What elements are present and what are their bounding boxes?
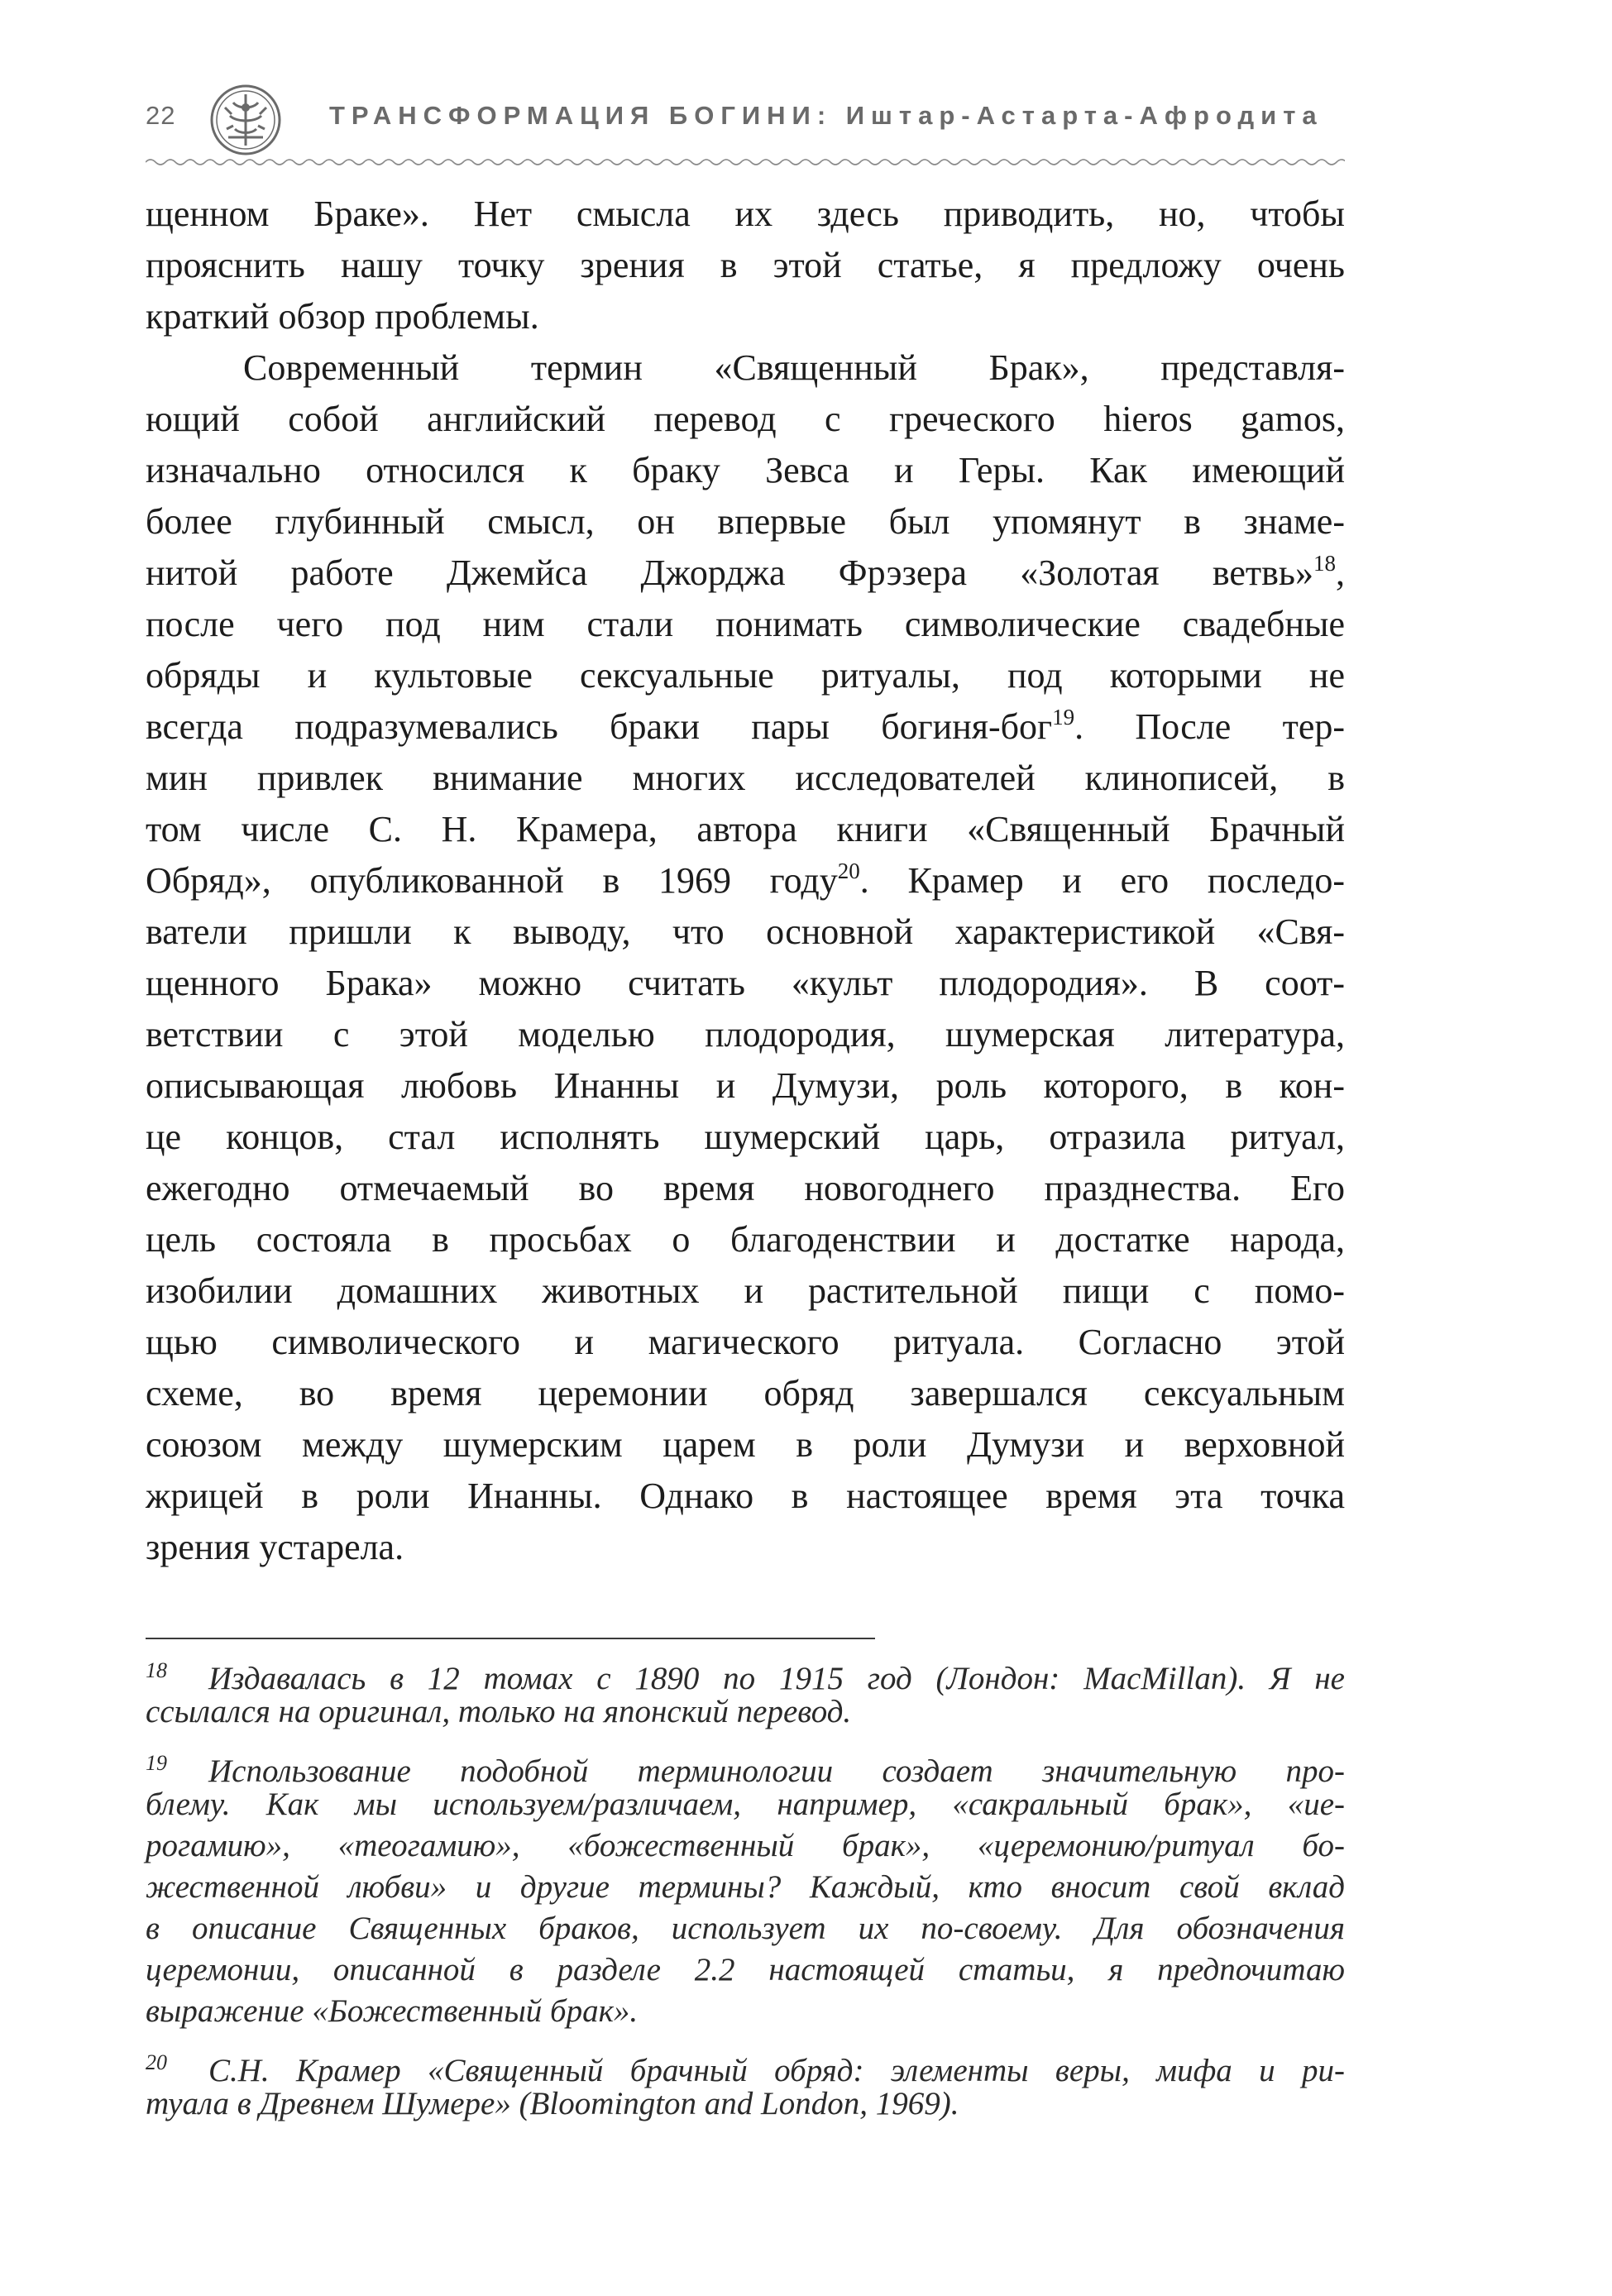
body-line-text: мин привлек внимание многих исследователей клинописей, в <box>146 758 1345 798</box>
footnote-line <box>146 1650 1345 1696</box>
footnote-text: ссылался на оригинал, только на японский перевод. <box>146 1694 852 1729</box>
body-line <box>146 1471 1345 1522</box>
body-line-text: союзом между шумерским царем в роли Думузи и верховной <box>146 1424 1345 1465</box>
body-line-text: ватели пришли к выводу, что основной характеристикой «Свя- <box>146 911 1345 952</box>
body-line-text: обряды и культовые сексуальные ритуалы, под которыми не <box>146 655 1345 696</box>
body-line-text: щью символического и магического ритуала. Согласно этой <box>146 1322 1345 1362</box>
body-line <box>146 804 1345 855</box>
footnote-text: С.Н. Крамер «Священный брачный обряд: элементы веры, мифа и ри- <box>208 2053 1345 2088</box>
body-line-text: , <box>1336 552 1345 593</box>
body-line-text: после чего под ним стали понимать символические свадебные <box>146 604 1345 644</box>
body-line-text: ющий собой английский перевод с греческого hieros gamos, <box>146 399 1345 439</box>
footnote-number: 18 <box>146 1658 167 1682</box>
body-line-text: изначально относился к браку Зевса и Геры. Как имеющий <box>146 450 1345 490</box>
footnote-text: блему. Как мы используем/различаем, например, «сакральный брак», «ие- <box>146 1787 1345 1822</box>
footnote-text: жественной любви» и другие термины? Каждый, кто вносит свой вклад <box>146 1869 1345 1905</box>
footnote-line <box>146 1743 1345 1789</box>
body-line-text: . После тер- <box>1074 706 1345 747</box>
body-line-text: ветствии с этой моделью плодородия, шумерская литература, <box>146 1014 1345 1055</box>
footnote-line <box>146 2083 1345 2125</box>
body-line <box>146 1163 1345 1214</box>
body-line <box>146 701 1345 753</box>
body-line-text: схеме, во время церемонии обряд завершался сексуальным <box>146 1373 1345 1413</box>
footnote-19 <box>146 1743 1345 2032</box>
body-line <box>146 650 1345 701</box>
body-line <box>146 906 1345 958</box>
body-line-text: зрения устарела. <box>146 1527 404 1567</box>
body-line <box>146 1522 1345 1573</box>
footnote-line <box>146 1825 1345 1867</box>
body-line-text: изобилии домашних животных и растительной пищи с помо- <box>146 1270 1345 1311</box>
footnote-text: в описание Священных браков, использует их по-своему. Для обозначения <box>146 1911 1345 1946</box>
footnotes <box>146 1650 1345 2135</box>
body-line-text: цель состояла в просьбах о благоденствии и достатке народа, <box>146 1219 1345 1260</box>
body-line <box>146 240 1345 291</box>
footnote-line <box>146 1691 1345 1733</box>
body-line <box>146 1112 1345 1163</box>
body-line-text: всегда подразумевались браки пары богиня-бог <box>146 706 1053 747</box>
footnote-number: 19 <box>146 1751 167 1775</box>
footnote-text: рогамию», «теогамию», «божественный брак», «церемонию/ритуал бо- <box>146 1828 1345 1863</box>
footnote-18 <box>146 1650 1345 1733</box>
body-line <box>146 342 1345 394</box>
page-number: 22 <box>146 101 176 130</box>
body-line <box>146 1317 1345 1368</box>
footnote-reference[interactable]: 20 <box>837 859 860 883</box>
body-line-text: Обряд», опубликованной в 1969 году <box>146 860 838 901</box>
body-line <box>146 1214 1345 1265</box>
footnote-text: церемонии, описанной в разделе 2.2 настоящей статьи, я предпочитаю <box>146 1952 1345 1987</box>
body-line <box>146 189 1345 240</box>
footnote-line <box>146 2042 1345 2088</box>
body-line <box>146 445 1345 496</box>
running-header <box>146 83 1345 175</box>
body-line <box>146 1419 1345 1471</box>
body-line <box>146 753 1345 804</box>
footnote-line <box>146 1867 1345 1908</box>
body-line-text: Современный термин «Священный Брак», представля- <box>243 347 1345 388</box>
footnote-text: Использование подобной терминологии создает значительную про- <box>208 1753 1345 1789</box>
footnote-line <box>146 1991 1345 2032</box>
body-line-text: более глубинный смысл, он впервые был упомянут в знаме- <box>146 501 1345 542</box>
footnote-line <box>146 1908 1345 1949</box>
body-line-text: щенном Браке». Нет смысла их здесь приводить, но, чтобы <box>146 194 1345 234</box>
body-line <box>146 1368 1345 1419</box>
body-line-text: краткий обзор проблемы. <box>146 296 539 337</box>
running-title: ТРАНСФОРМАЦИЯ БОГИНИ: Иштар-Астарта-Афродита <box>329 101 1323 130</box>
body-line <box>146 394 1345 445</box>
header-wavy-rule <box>146 155 1345 169</box>
body-line-text: ежегодно отмечаемый во время новогоднего празднества. Его <box>146 1168 1345 1208</box>
footnote-number: 20 <box>146 2050 167 2074</box>
footnote-reference[interactable]: 19 <box>1052 705 1075 729</box>
footnote-20 <box>146 2042 1345 2125</box>
body-line <box>146 1265 1345 1317</box>
body-line-text: це концов, стал исполнять шумерский царь, отразила ритуал, <box>146 1117 1345 1157</box>
footnote-line <box>146 1949 1345 1991</box>
body-line <box>146 291 1345 342</box>
footnote-text: выражение «Божественный брак». <box>146 1993 639 2029</box>
body-line <box>146 855 1345 906</box>
footnote-text: Издавалась в 12 томах с 1890 по 1915 год (Лондон: MacMillan). Я не <box>208 1661 1345 1696</box>
body-line <box>146 496 1345 548</box>
body-line-text: . Крамер и его последо- <box>859 860 1345 901</box>
body-line-text: нитой работе Джемйса Джорджа Фрэзера «Золотая ветвь» <box>146 552 1313 593</box>
footnote-line <box>146 1784 1345 1825</box>
body-line-text: описывающая любовь Инанны и Думузи, роль которого, в кон- <box>146 1065 1345 1106</box>
body-text <box>146 189 1345 1573</box>
body-line <box>146 958 1345 1009</box>
body-line <box>146 548 1345 599</box>
body-line <box>146 599 1345 650</box>
footnote-separator <box>146 1638 875 1639</box>
body-line-text: щенного Брака» можно считать «культ плодородия». В соот- <box>146 963 1345 1003</box>
body-line-text: прояснить нашу точку зрения в этой статье, я предложу очень <box>146 245 1345 285</box>
body-line <box>146 1060 1345 1112</box>
footnote-text: туала в Древнем Шумере» (Bloomington and London, 1969). <box>146 2086 959 2121</box>
footnote-reference[interactable]: 18 <box>1313 551 1336 576</box>
body-line <box>146 1009 1345 1060</box>
goddess-emblem-icon <box>208 83 283 157</box>
body-line-text: жрицей в роли Инанны. Однако в настоящее время эта точка <box>146 1476 1345 1516</box>
body-line-text: том числе С. Н. Крамера, автора книги «Священный Брачный <box>146 809 1345 849</box>
